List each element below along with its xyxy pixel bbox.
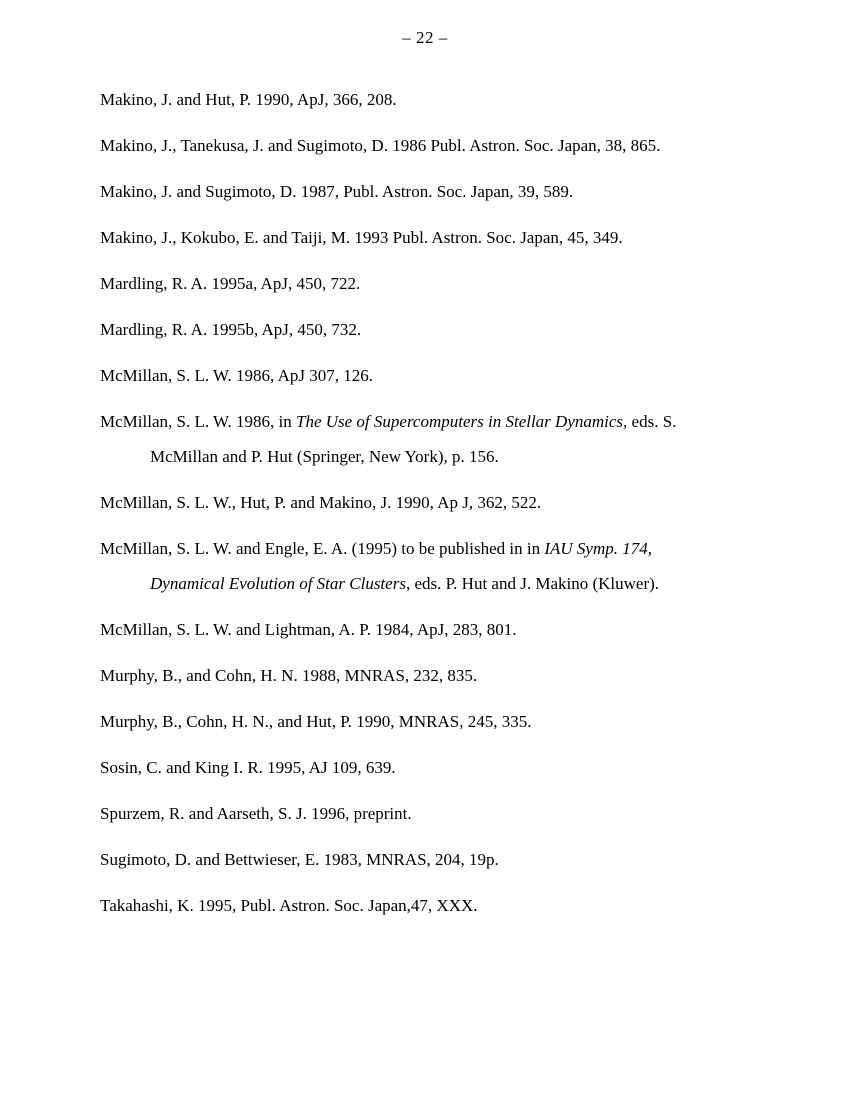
reference-line bbox=[100, 220, 810, 255]
reference-line bbox=[100, 704, 810, 739]
reference-text-segment: Sugimoto, D. and Bettwieser, E. 1983, MNRAS, 204, 19p. bbox=[100, 850, 499, 869]
reference-text-segment: Makino, J., Tanekusa, J. and Sugimoto, D. 1986 Publ. Astron. Soc. Japan, 38, 865. bbox=[100, 136, 661, 155]
reference-entry bbox=[100, 404, 810, 474]
italic-title-segment: The Use of Supercomputers in Stellar Dynamics, bbox=[295, 412, 628, 431]
reference-entry bbox=[100, 312, 810, 347]
reference-line bbox=[100, 842, 810, 877]
reference-line bbox=[100, 266, 810, 301]
reference-line bbox=[100, 888, 810, 923]
reference-entry bbox=[100, 796, 810, 831]
reference-line bbox=[100, 750, 810, 785]
reference-text-segment: McMillan, S. L. W. and Engle, E. A. (1995) to be published in in bbox=[100, 539, 545, 558]
reference-line bbox=[100, 404, 810, 439]
reference-continuation-line bbox=[100, 439, 810, 474]
reference-entry bbox=[100, 750, 810, 785]
reference-text-segment: Makino, J. and Sugimoto, D. 1987, Publ. Astron. Soc. Japan, 39, 589. bbox=[100, 182, 574, 201]
reference-text-segment: Makino, J., Kokubo, E. and Taiji, M. 1993 Publ. Astron. Soc. Japan, 45, 349. bbox=[100, 228, 623, 247]
reference-text-segment: eds. S. bbox=[627, 412, 677, 431]
reference-entry bbox=[100, 485, 810, 520]
reference-line bbox=[100, 358, 810, 393]
reference-entry bbox=[100, 658, 810, 693]
reference-entry bbox=[100, 842, 810, 877]
page-number-header: – 22 – bbox=[402, 28, 448, 47]
reference-text-segment: Makino, J. and Hut, P. 1990, ApJ, 366, 208. bbox=[100, 90, 397, 109]
reference-entry bbox=[100, 266, 810, 301]
reference-entry bbox=[100, 704, 810, 739]
reference-line bbox=[100, 128, 810, 163]
reference-text-segment: McMillan, S. L. W. and Lightman, A. P. 1984, ApJ, 283, 801. bbox=[100, 620, 517, 639]
reference-text-segment: Murphy, B., Cohn, H. N., and Hut, P. 1990, MNRAS, 245, 335. bbox=[100, 712, 532, 731]
italic-title-segment: IAU Symp. 174, bbox=[544, 539, 652, 558]
italic-title-segment: Dynamical Evolution of Star Clusters bbox=[150, 574, 406, 593]
reference-text-segment: Murphy, B., and Cohn, H. N. 1988, MNRAS, 232, 835. bbox=[100, 666, 478, 685]
reference-entry bbox=[100, 358, 810, 393]
reference-line bbox=[100, 174, 810, 209]
reference-text-segment: McMillan, S. L. W. 1986, ApJ 307, 126. bbox=[100, 366, 373, 385]
reference-text-segment: Mardling, R. A. 1995b, ApJ, 450, 732. bbox=[100, 320, 362, 339]
reference-entry bbox=[100, 82, 810, 117]
reference-entry bbox=[100, 220, 810, 255]
reference-line bbox=[100, 82, 810, 117]
reference-text-segment: Spurzem, R. and Aarseth, S. J. 1996, preprint. bbox=[100, 804, 412, 823]
reference-text-segment: McMillan, S. L. W., Hut, P. and Makino, J. 1990, Ap J, 362, 522. bbox=[100, 493, 542, 512]
reference-entry bbox=[100, 531, 810, 601]
reference-entry bbox=[100, 888, 810, 923]
reference-entry bbox=[100, 128, 810, 163]
reference-line bbox=[100, 796, 810, 831]
reference-text-segment: Mardling, R. A. 1995a, ApJ, 450, 722. bbox=[100, 274, 361, 293]
reference-line bbox=[100, 612, 810, 647]
reference-line bbox=[100, 658, 810, 693]
reference-line bbox=[100, 312, 810, 347]
reference-text-segment: Takahashi, K. 1995, Publ. Astron. Soc. Japan,47, XXX. bbox=[100, 896, 478, 915]
reference-text-segment: McMillan, S. L. W. 1986, in bbox=[100, 412, 296, 431]
reference-continuation-line bbox=[100, 566, 810, 601]
reference-text-segment: McMillan and P. Hut (Springer, New York), p. 156. bbox=[150, 447, 499, 466]
reference-text-segment: , eds. P. Hut and J. Makino (Kluwer). bbox=[405, 574, 660, 593]
reference-text-segment: Sosin, C. and King I. R. 1995, AJ 109, 639. bbox=[100, 758, 396, 777]
reference-line bbox=[100, 531, 810, 566]
reference-entry bbox=[100, 612, 810, 647]
reference-entry bbox=[100, 174, 810, 209]
reference-line bbox=[100, 485, 810, 520]
reference-list bbox=[100, 82, 810, 923]
